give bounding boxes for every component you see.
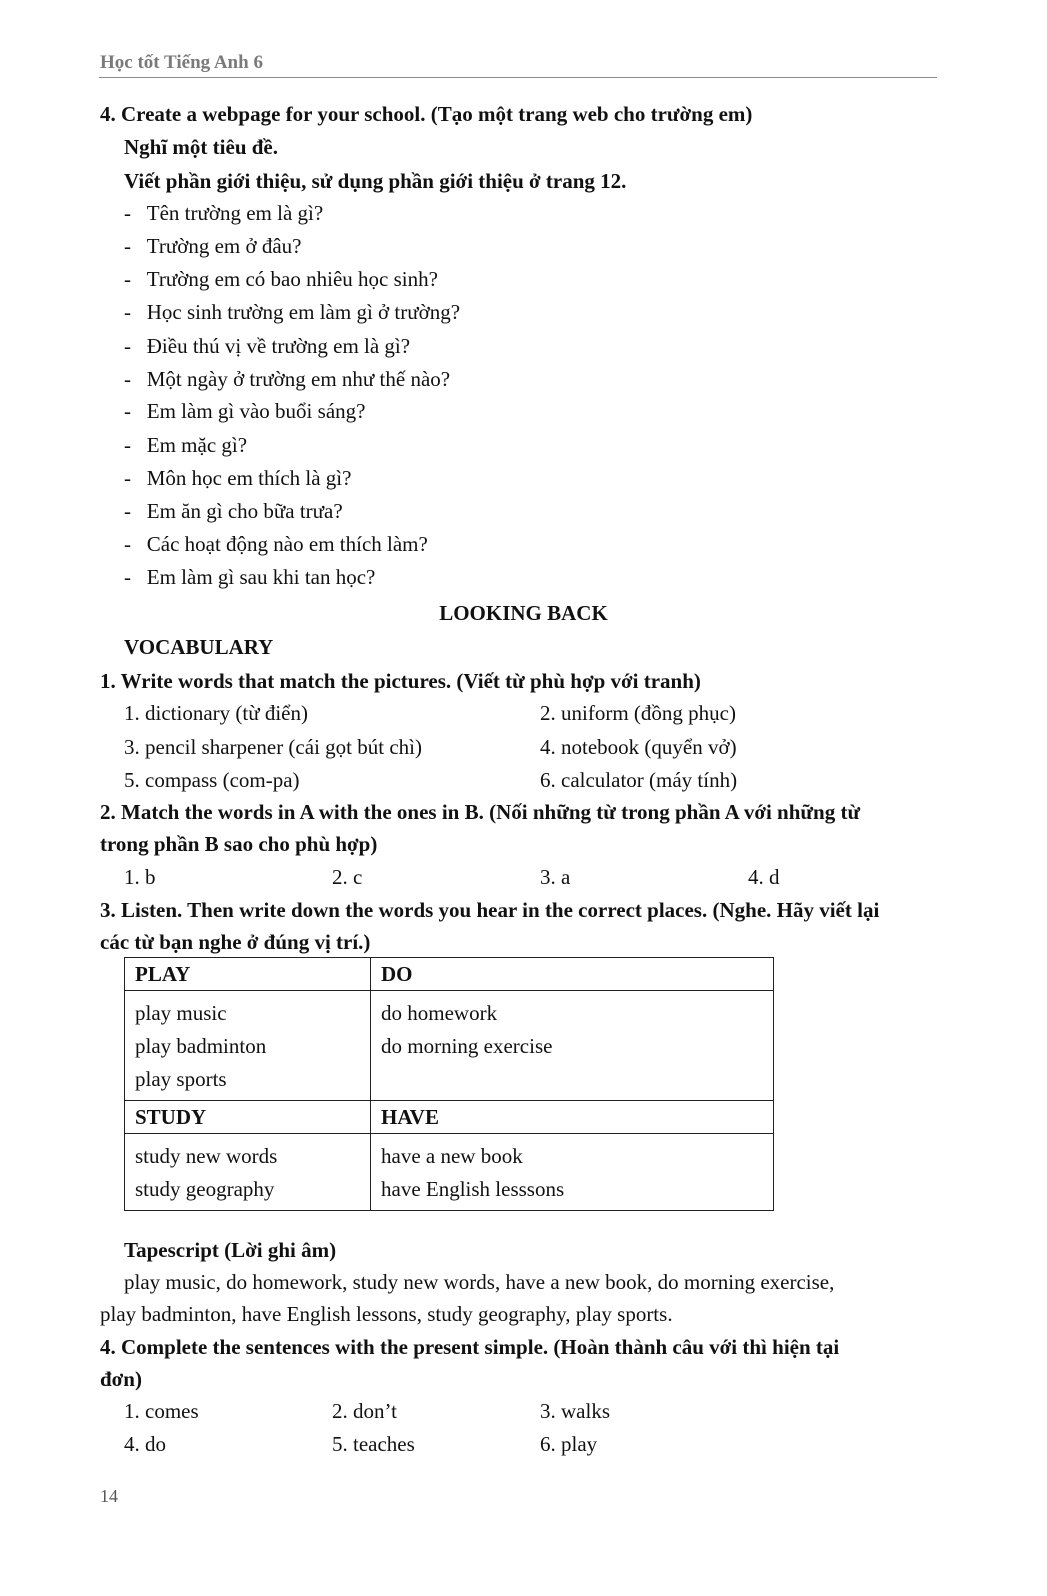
ex4-title-line1: 4. Complete the sentences with the present simple. (Hoàn thành câu với thì hiện tại [100, 1335, 840, 1359]
header-divider [99, 77, 937, 78]
tapescript-line2: play badminton, have English lessons, study geography, play sports. [100, 1302, 673, 1326]
ex3-title-line1: 3. Listen. Then write down the words you hear in the correct places. (Nghe. Hãy viết lại [100, 898, 880, 922]
subsection-title-vocabulary: VOCABULARY [124, 635, 274, 659]
table-row [125, 958, 774, 991]
page-number: 14 [100, 1486, 118, 1506]
ex1-answer: 5. compass (com-pa) [124, 768, 300, 792]
ex2-answer: 3. a [540, 865, 571, 889]
list-item: - Trường em ở đâu? [124, 234, 302, 258]
ex4-answer: 1. comes [124, 1399, 199, 1423]
ex4-title-line2: đơn) [100, 1367, 142, 1391]
table-row [125, 1134, 774, 1211]
ex3-title-line2: các từ bạn nghe ở đúng vị trí.) [100, 930, 371, 954]
list-item: - Em làm gì sau khi tan học? [124, 565, 376, 589]
table-item: do homework [381, 1001, 498, 1025]
ex1-answer: 6. calculator (máy tính) [540, 768, 738, 792]
table-item: play sports [135, 1067, 227, 1091]
table-item: do morning exercise [381, 1034, 553, 1058]
list-item: - Trường em có bao nhiêu học sinh? [124, 267, 438, 291]
list-item: - Em làm gì vào buổi sáng? [124, 399, 366, 423]
table-cell-do [371, 991, 774, 1101]
list-item: - Các hoạt động nào em thích làm? [124, 532, 428, 556]
ex1-answer: 4. notebook (quyển vở) [540, 735, 737, 759]
ex2-answer: 2. c [332, 865, 363, 889]
list-item: - Học sinh trường em làm gì ở trường? [124, 300, 461, 324]
section-title-looking-back: LOOKING BACK [439, 601, 608, 625]
table-item: play music [135, 1001, 227, 1025]
list-item: - Tên trường em là gì? [124, 201, 324, 225]
tapescript-title: Tapescript (Lời ghi âm) [124, 1238, 337, 1262]
table-item: have English lesssons [381, 1177, 565, 1201]
table-header-have: HAVE [371, 1101, 774, 1134]
table-item: study new words [135, 1144, 278, 1168]
table-item: have a new book [381, 1144, 523, 1168]
table-header-study: STUDY [125, 1101, 371, 1134]
table-item: play badminton [135, 1034, 267, 1058]
table-row [125, 991, 774, 1101]
ex2-title-line2: trong phần B sao cho phù hợp) [100, 832, 378, 856]
ex1-answer: 3. pencil sharpener (cái gọt bút chì) [124, 735, 422, 759]
list-item: - Em ăn gì cho bữa trưa? [124, 499, 343, 523]
table-header-play: PLAY [125, 958, 371, 991]
ex4-answer: 5. teaches [332, 1432, 415, 1456]
ex1-title: 1. Write words that match the pictures. (Viết từ phù hợp với tranh) [100, 669, 701, 693]
ex4-answer: 2. don’t [332, 1399, 397, 1423]
table-cell-study [125, 1134, 371, 1211]
table-cell-play [125, 991, 371, 1101]
table-item: study geography [135, 1177, 275, 1201]
ex4-answer: 6. play [540, 1432, 598, 1456]
ex2-answer: 1. b [124, 865, 156, 889]
table-row [125, 1101, 774, 1134]
ex4-answer: 4. do [124, 1432, 166, 1456]
list-item: - Điều thú vị về trường em là gì? [124, 334, 411, 358]
list-item: - Môn học em thích là gì? [124, 466, 352, 490]
table-header-do: DO [371, 958, 774, 991]
task4-line-intro: Viết phần giới thiệu, sử dụng phần giới thiệu ở trang 12. [124, 169, 627, 193]
running-header: Học tốt Tiếng Anh 6 [100, 52, 263, 73]
list-item: - Em mặc gì? [124, 433, 248, 457]
ex2-answer: 4. d [748, 865, 780, 889]
ex2-title-line1: 2. Match the words in A with the ones in B. (Nối những từ trong phần A với những từ [100, 800, 861, 824]
task4-line-title: Nghĩ một tiêu đề. [124, 135, 278, 159]
table-cell-have [371, 1134, 774, 1211]
tapescript-line1: play music, do homework, study new words, have a new book, do morning exercise, [124, 1270, 835, 1294]
ex4-answer: 3. walks [540, 1399, 610, 1423]
ex1-answer: 2. uniform (đồng phục) [540, 701, 736, 725]
word-category-table [124, 957, 774, 1211]
ex1-answer: 1. dictionary (từ điển) [124, 701, 308, 725]
task4-title: 4. Create a webpage for your school. (Tạo một trang web cho trường em) [100, 102, 753, 126]
list-item: - Một ngày ở trường em như thế nào? [124, 367, 451, 391]
